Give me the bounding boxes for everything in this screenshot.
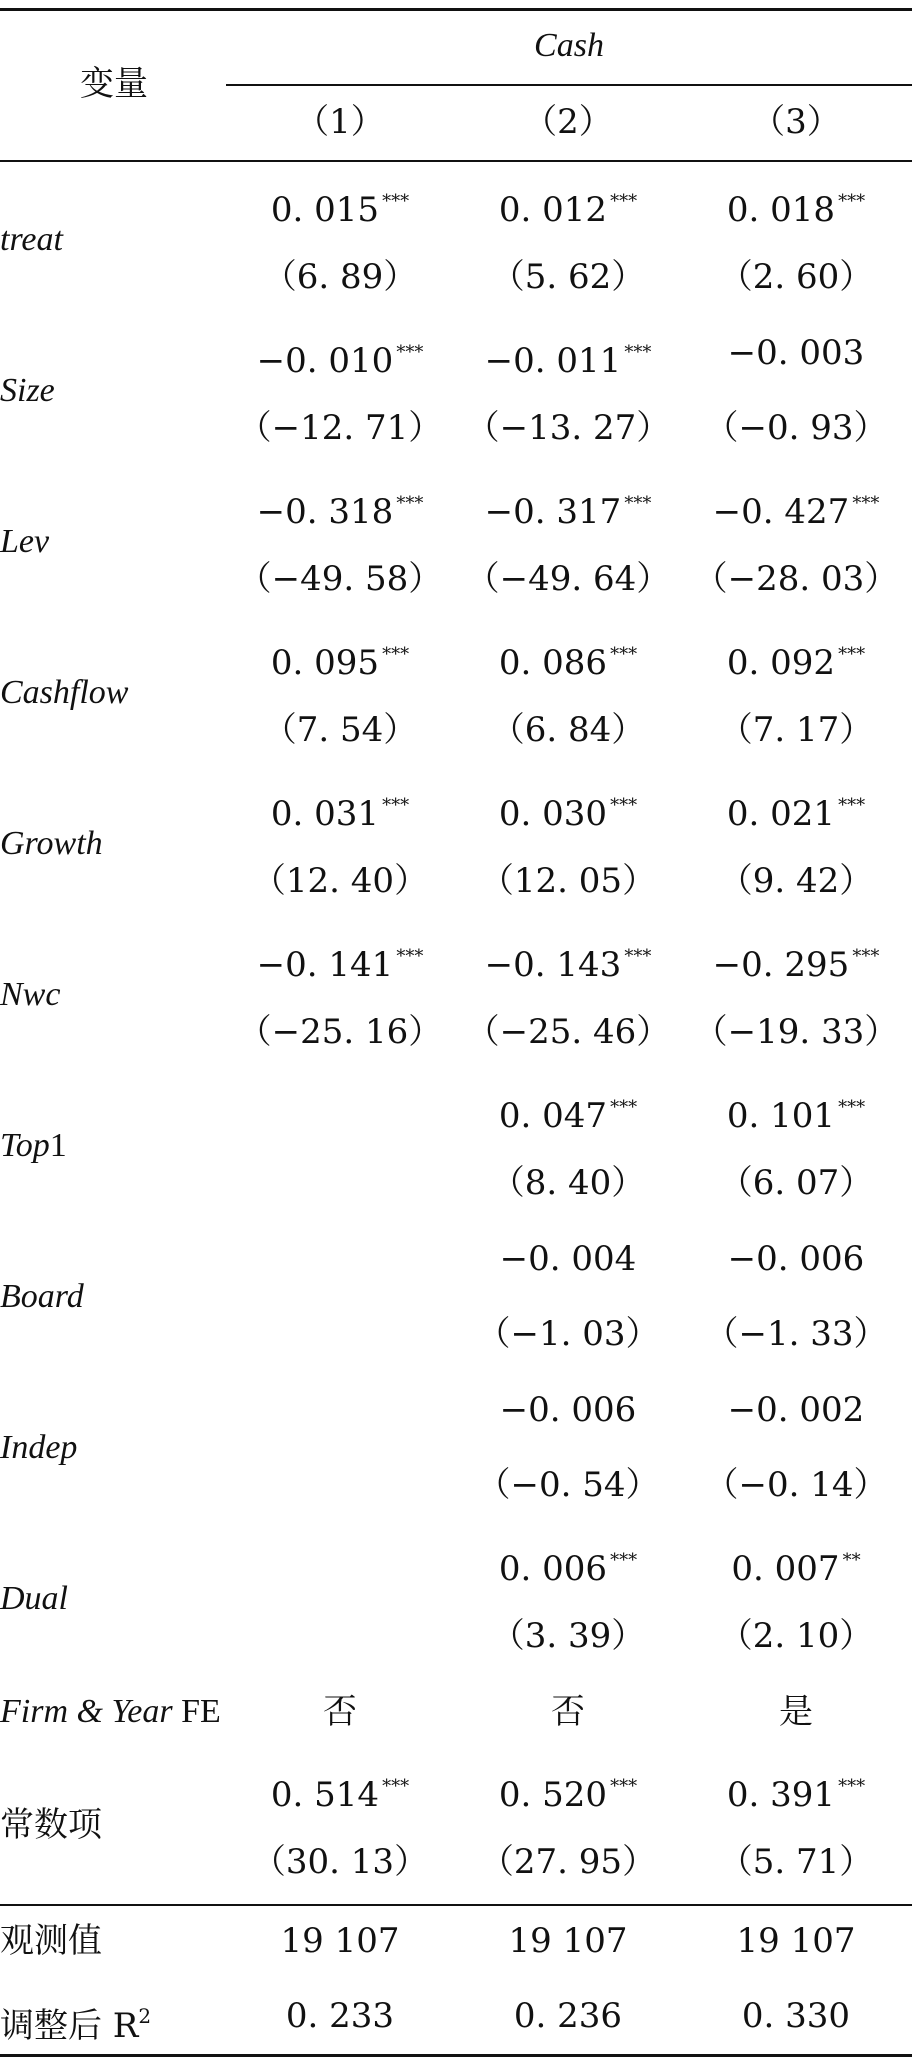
t-stat-cell xyxy=(454,710,682,750)
row-label-top xyxy=(0,1126,67,1166)
coef-cell xyxy=(682,333,910,373)
cell-value: 0. 236 xyxy=(513,1996,623,2036)
cell-value: （7. 17） xyxy=(718,710,874,750)
t-stat-cell xyxy=(226,861,454,901)
significance-stars: *** xyxy=(624,342,652,363)
coef-cell xyxy=(454,635,682,683)
obs-cell xyxy=(682,1921,910,1961)
significance-stars: *** xyxy=(852,493,880,514)
coef-cell xyxy=(682,1088,910,1136)
t-stat-cell xyxy=(682,710,910,750)
cell-value: 0. 021 xyxy=(726,794,836,834)
cell-value: （12. 05） xyxy=(479,861,657,901)
coef-cell xyxy=(682,1239,910,1279)
cell-value: （−1. 33） xyxy=(704,1314,888,1354)
fe-label-italic: Firm & Year xyxy=(0,1693,173,1730)
row-label-dual xyxy=(0,1579,68,1619)
cell-value: 0. 514 xyxy=(270,1775,380,1815)
t-stat-cell xyxy=(682,559,910,599)
row-label-treat xyxy=(0,220,63,260)
cell-value: 0. 101 xyxy=(726,1096,836,1136)
cell-value: 0. 233 xyxy=(285,1996,395,2036)
cell-value: （5. 71） xyxy=(718,1842,874,1882)
significance-stars: *** xyxy=(624,493,652,514)
cell-value: 0. 031 xyxy=(270,794,380,834)
significance-stars: *** xyxy=(396,493,424,514)
variable-name: treat xyxy=(0,221,63,258)
cell-value: −0. 427 xyxy=(712,492,850,532)
row-label-indep xyxy=(0,1428,77,1468)
t-stat-cell xyxy=(454,1314,682,1354)
coef-cell xyxy=(226,786,454,834)
variable-name: Top xyxy=(0,1127,50,1164)
cell-value: 0. 095 xyxy=(270,643,380,683)
cell-value: （−28. 03） xyxy=(693,559,899,599)
significance-stars: *** xyxy=(838,644,866,665)
cell-value: （3. 39） xyxy=(490,1616,646,1656)
coef-cell xyxy=(454,484,682,532)
obs-cell xyxy=(454,1921,682,1961)
cell-value: 是 xyxy=(779,1692,813,1732)
t-stat-cell xyxy=(454,1163,682,1203)
cell-value: −0. 003 xyxy=(727,333,865,373)
cell-value: 19 107 xyxy=(280,1921,400,1961)
cell-value: （2. 10） xyxy=(718,1616,874,1656)
significance-stars: *** xyxy=(838,191,866,212)
variable-name: Growth xyxy=(0,825,103,862)
t-stat-cell xyxy=(226,1842,454,1882)
cell-value: （−25. 16） xyxy=(237,1012,443,1052)
t-stat-cell xyxy=(226,559,454,599)
column-header-1: （1） xyxy=(295,102,385,142)
row-label-size xyxy=(0,371,55,411)
variable-name: Cashflow xyxy=(0,674,129,711)
coef-cell xyxy=(682,635,910,683)
header-group-label: Cash xyxy=(534,27,604,64)
group-underline xyxy=(226,84,912,86)
cell-value: −0. 004 xyxy=(499,1239,637,1279)
cell-value: （6. 07） xyxy=(718,1163,874,1203)
cell-value: −0. 002 xyxy=(727,1390,865,1430)
cell-value: （−49. 64） xyxy=(465,559,671,599)
cell-value: （−13. 27） xyxy=(465,408,671,448)
cell-value: （8. 40） xyxy=(490,1163,646,1203)
cell-value: （−0. 54） xyxy=(476,1465,660,1505)
significance-stars: *** xyxy=(396,946,424,967)
t-stat-cell xyxy=(226,257,454,297)
cell-value: 0. 391 xyxy=(726,1775,836,1815)
cell-value: 0. 012 xyxy=(498,190,608,230)
coef-cell xyxy=(682,1767,910,1815)
fe-label-suffix: FE xyxy=(172,1693,221,1730)
cell-value: 否 xyxy=(551,1692,585,1732)
t-stat-cell xyxy=(682,1616,910,1656)
row-label-lev xyxy=(0,522,49,562)
cell-value: 0. 520 xyxy=(498,1775,608,1815)
coef-cell xyxy=(454,1767,682,1815)
fe-cell xyxy=(454,1692,682,1732)
coef-cell xyxy=(454,937,682,985)
variable-suffix: 1 xyxy=(49,1127,67,1164)
coef-cell xyxy=(454,1239,682,1279)
header-variable-label: 变量 xyxy=(80,64,148,104)
t-stat-cell xyxy=(682,861,910,901)
coef-cell xyxy=(682,786,910,834)
obs-cell xyxy=(226,1921,454,1961)
significance-stars: *** xyxy=(610,1097,638,1118)
cell-value: （5. 62） xyxy=(490,257,646,297)
significance-stars: *** xyxy=(838,1776,866,1797)
coef-cell xyxy=(682,1541,910,1589)
cell-value: 0. 007 xyxy=(731,1549,840,1589)
cell-value: （12. 40） xyxy=(251,861,429,901)
t-stat-cell xyxy=(454,861,682,901)
cell-value: （−19. 33） xyxy=(693,1012,899,1052)
significance-stars: *** xyxy=(838,1097,866,1118)
variable-name: Nwc xyxy=(0,976,61,1013)
cell-value: 0. 015 xyxy=(270,190,380,230)
t-stat-cell xyxy=(226,1012,454,1052)
coef-cell xyxy=(454,182,682,230)
t-stat-cell xyxy=(682,257,910,297)
coef-cell xyxy=(682,1390,910,1430)
row-label-board xyxy=(0,1277,84,1317)
row-label-constant: 常数项 xyxy=(0,1805,102,1845)
cell-value: （27. 95） xyxy=(479,1842,657,1882)
fe-cell xyxy=(682,1692,910,1732)
r2-cell xyxy=(682,1996,910,2036)
t-stat-cell xyxy=(682,1842,910,1882)
t-stat-cell xyxy=(682,1314,910,1354)
t-stat-cell xyxy=(454,1616,682,1656)
top-rule xyxy=(0,8,912,11)
significance-stars: *** xyxy=(610,644,638,665)
row-label-adjusted-r2 xyxy=(0,1996,151,2046)
coef-cell xyxy=(454,1390,682,1430)
r2-cell xyxy=(454,1996,682,2036)
coef-cell xyxy=(226,635,454,683)
row-label-nwc xyxy=(0,975,60,1015)
variable-name: Indep xyxy=(0,1429,78,1466)
t-stat-cell xyxy=(454,408,682,448)
variable-name: Lev xyxy=(0,523,50,560)
cell-value: （−25. 46） xyxy=(465,1012,671,1052)
cell-value: （−12. 71） xyxy=(237,408,443,448)
significance-stars: *** xyxy=(382,795,410,816)
significance-stars: *** xyxy=(610,1776,638,1797)
column-header-3: （3） xyxy=(751,102,841,142)
cell-value: （2. 60） xyxy=(718,257,874,297)
cell-value: 0. 047 xyxy=(498,1096,608,1136)
t-stat-cell xyxy=(682,408,910,448)
significance-stars: *** xyxy=(610,191,638,212)
cell-value: −0. 143 xyxy=(484,945,622,985)
coef-cell xyxy=(454,1088,682,1136)
row-label-cashflow xyxy=(0,673,128,713)
cell-value: （6. 84） xyxy=(490,710,646,750)
significance-stars: *** xyxy=(624,946,652,967)
fe-cell xyxy=(226,1692,454,1732)
t-stat-cell xyxy=(682,1163,910,1203)
significance-stars: *** xyxy=(610,795,638,816)
t-stat-cell xyxy=(454,559,682,599)
bottom-section-rule xyxy=(0,1904,912,1906)
coef-cell xyxy=(226,484,454,532)
cell-value: −0. 010 xyxy=(256,341,394,381)
t-stat-cell xyxy=(226,710,454,750)
coef-cell xyxy=(454,786,682,834)
cell-value: −0. 318 xyxy=(256,492,394,532)
coef-cell xyxy=(454,333,682,381)
cell-value: （30. 13） xyxy=(251,1842,429,1882)
coef-cell xyxy=(682,937,910,985)
cell-value: （7. 54） xyxy=(262,710,418,750)
significance-stars: ** xyxy=(842,1550,861,1571)
r2-label-text: 调整后 R xyxy=(0,2006,139,2046)
row-label-growth xyxy=(0,824,103,864)
cell-value: 0. 092 xyxy=(726,643,836,683)
cell-value: −0. 006 xyxy=(499,1390,637,1430)
variable-name: Size xyxy=(0,372,55,409)
row-label-fixed-effects xyxy=(0,1692,221,1732)
cell-value: （−49. 58） xyxy=(237,559,443,599)
t-stat-cell xyxy=(682,1465,910,1505)
t-stat-cell xyxy=(454,257,682,297)
cell-value: −0. 011 xyxy=(484,341,622,381)
coef-cell xyxy=(226,333,454,381)
cell-value: 0. 006 xyxy=(498,1549,608,1589)
coef-cell xyxy=(454,1541,682,1589)
cell-value: 19 107 xyxy=(508,1921,628,1961)
significance-stars: *** xyxy=(382,1776,410,1797)
cell-value: −0. 141 xyxy=(256,945,394,985)
row-label-observations: 观测值 xyxy=(0,1921,102,1961)
cell-value: 19 107 xyxy=(736,1921,856,1961)
significance-stars: *** xyxy=(382,644,410,665)
variable-name: Dual xyxy=(0,1580,68,1617)
cell-value: −0. 295 xyxy=(712,945,850,985)
cell-value: （−1. 03） xyxy=(476,1314,660,1354)
coef-cell xyxy=(682,182,910,230)
coef-cell xyxy=(226,937,454,985)
significance-stars: *** xyxy=(382,191,410,212)
cell-value: 0. 330 xyxy=(741,1996,851,2036)
r2-cell xyxy=(226,1996,454,2036)
significance-stars: *** xyxy=(610,1550,638,1571)
variable-name: Board xyxy=(0,1278,84,1315)
header-rule xyxy=(0,160,912,162)
cell-value: （6. 89） xyxy=(262,257,418,297)
column-header-2: （2） xyxy=(523,102,613,142)
cell-value: −0. 006 xyxy=(727,1239,865,1279)
coef-cell xyxy=(226,182,454,230)
r2-label-superscript: 2 xyxy=(138,2004,152,2028)
t-stat-cell xyxy=(454,1842,682,1882)
cell-value: （−0. 93） xyxy=(704,408,888,448)
cell-value: 0. 018 xyxy=(726,190,836,230)
significance-stars: *** xyxy=(396,342,424,363)
significance-stars: *** xyxy=(838,795,866,816)
coef-cell xyxy=(682,484,910,532)
cell-value: 0. 086 xyxy=(498,643,608,683)
significance-stars: *** xyxy=(852,946,880,967)
cell-value: 0. 030 xyxy=(498,794,608,834)
coef-cell xyxy=(226,1767,454,1815)
t-stat-cell xyxy=(226,408,454,448)
t-stat-cell xyxy=(682,1012,910,1052)
cell-value: 否 xyxy=(323,1692,357,1732)
t-stat-cell xyxy=(454,1465,682,1505)
cell-value: （−0. 14） xyxy=(704,1465,888,1505)
cell-value: （9. 42） xyxy=(718,861,874,901)
t-stat-cell xyxy=(454,1012,682,1052)
cell-value: −0. 317 xyxy=(484,492,622,532)
